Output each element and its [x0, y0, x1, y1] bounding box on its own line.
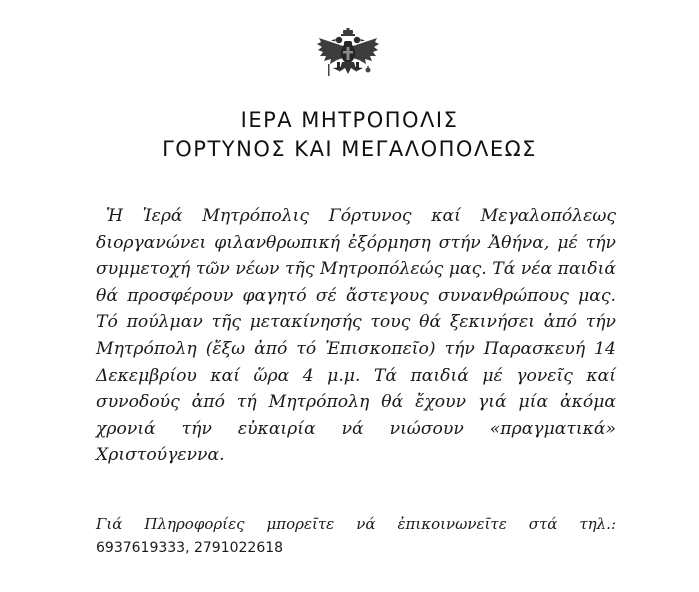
announcement-body	[96, 203, 616, 469]
announcement-text: Ἡ Ἱερά Μητρόπολις Γόρτυνος καί Μεγαλοπόλεως διοργανώνει φιλανθρωπική ἐξόρμηση στήν Ἀθήνα, μέ τήν συμμετοχή τῶν νέων τῆς Μητροπόλεώς μας. Τά νέα παιδιά θά προσφέρουν φαγητό σέ ἄστεγους συνανθρώπους μας. Τό πούλμαν τῆς μετακίνησής τους θά ξεκινήσει ἀπό τήν Μητρόπολη (ἔξω ἀπό τό Ἐπισκοπεῖο) τήν Παρασκευή 14 Δεκεμβρίου καί ὥρα 4 μ.μ. Τά παιδιά μέ γονεῖς καί συνοδούς ἀπό τή Μητρόπολη θά ἔχουν γιά μία ἀκόμα χρονιά τήν εὐκαιρία νά νιώσουν «πραγματικά» Χριστούγεννα.	[96, 206, 616, 466]
contact-info-label: Γιά Πληροφορίες μπορεῖτε νά ἐπικοινωνεῖτε στά τηλ.:	[96, 515, 616, 533]
contact-phone-numbers: 6937619333, 2791022618	[96, 540, 284, 556]
heading-metropolis: ΙΕΡΑ ΜΗΤΡΟΠΟΛΙΣ	[240, 108, 459, 132]
double-headed-eagle-icon	[317, 28, 379, 80]
heading-diocese: ΓΟΡΤΥΝΟΣ ΚΑΙ ΜΕΓΑΛΟΠΟΛΕΩΣ	[162, 137, 537, 161]
